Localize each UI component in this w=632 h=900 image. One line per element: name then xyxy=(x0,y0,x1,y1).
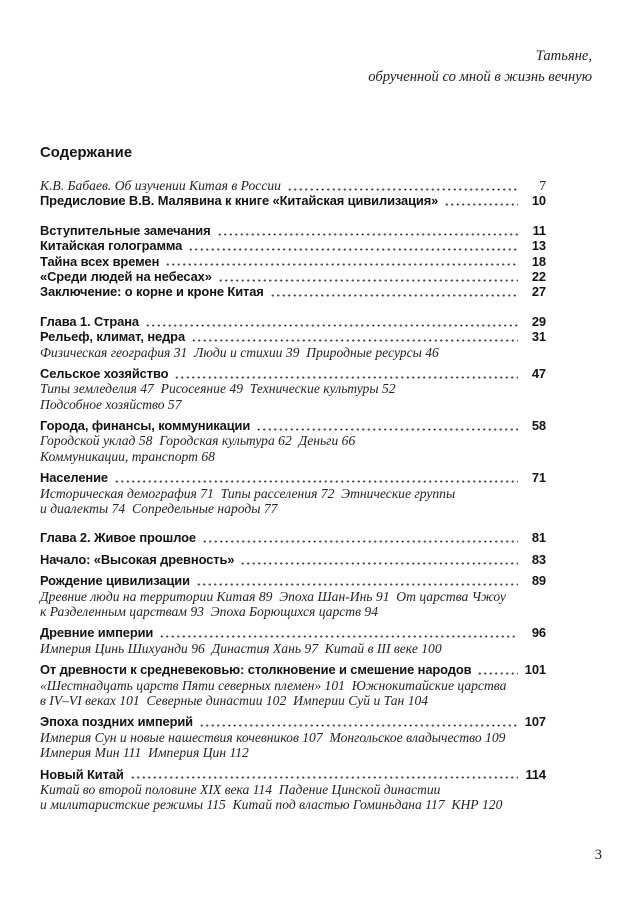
toc-list xyxy=(40,178,592,813)
toc-entry xyxy=(40,625,546,640)
toc-entry-page: 71 xyxy=(531,470,546,486)
toc-subentry xyxy=(40,501,546,516)
toc-entry-page: 31 xyxy=(531,329,546,345)
toc-subentry xyxy=(40,604,546,619)
toc-subentry xyxy=(40,433,546,448)
toc-entry-page: 27 xyxy=(531,284,546,300)
toc-entry-title: Древние империи xyxy=(40,625,154,641)
dotted-leader xyxy=(444,193,518,208)
toc-entry-page: 83 xyxy=(531,551,546,567)
toc-subentry xyxy=(40,678,546,693)
toc-entry xyxy=(40,418,546,433)
dotted-leader xyxy=(188,238,518,253)
toc-entry-title: Историческая демография 71 Типы расселения 72 Этнические группы xyxy=(40,485,456,501)
toc-entry-page: 29 xyxy=(531,313,546,329)
toc-entry-title: От древности к средневековью: столкновение и смешение народов xyxy=(40,662,472,678)
toc-subentry xyxy=(40,381,546,396)
toc-entry-title: Начало: «Высокая древность» xyxy=(40,551,235,567)
toc-entry-title: Древние люди на территории Китая 89 Эпоха Шан-Инь 91 От царства Чжоу xyxy=(40,588,506,604)
toc-entry-page: 7 xyxy=(539,178,546,193)
toc-entry xyxy=(40,573,546,588)
toc-entry-title: Эпоха поздних империй xyxy=(40,714,194,730)
dotted-leader xyxy=(191,329,518,344)
toc-subentry xyxy=(40,782,546,797)
toc-entry xyxy=(40,470,546,485)
toc-entry-title: Физическая география 31 Люди и стихии 39 Природные ресурсы 46 xyxy=(40,344,439,360)
toc-entry-title: Городской уклад 58 Городская культура 62 Деньги 66 xyxy=(40,433,356,449)
toc-entry-page: 13 xyxy=(531,238,546,254)
toc-entry-page: 11 xyxy=(532,222,546,238)
toc-entry-title: к Разделенным царствам 93 Эпоха Борющихся царств 94 xyxy=(40,603,379,619)
toc-subentry xyxy=(40,345,546,360)
toc-entry-title: Китайская голограмма xyxy=(40,238,183,254)
dotted-leader xyxy=(174,366,518,381)
toc-entry xyxy=(40,662,546,677)
dotted-leader xyxy=(114,470,518,485)
toc-entry-page: 96 xyxy=(531,625,546,641)
dotted-leader xyxy=(287,178,518,193)
dotted-leader xyxy=(165,254,518,269)
toc-entry-page: 58 xyxy=(531,418,546,434)
toc-entry xyxy=(40,329,546,344)
toc-subentry xyxy=(40,693,546,708)
toc-entry xyxy=(40,767,546,782)
toc-entry-title: Города, финансы, коммуникации xyxy=(40,418,251,434)
dotted-leader xyxy=(130,767,518,782)
toc-entry-title: Империя Цинь Шихуанди 96 Династия Хань 97 Китай в III веке 100 xyxy=(40,640,442,656)
toc-entry-title: Новый Китай xyxy=(40,766,124,782)
toc-entry-page: 22 xyxy=(531,268,546,284)
toc-subentry xyxy=(40,745,546,760)
toc-entry-title: Заключение: о корне и кроне Китая xyxy=(40,284,264,300)
dotted-leader xyxy=(199,714,518,729)
toc-entry-page: 47 xyxy=(531,365,546,381)
toc-entry-title: Глава 1. Страна xyxy=(40,313,139,329)
toc-entry-title: Глава 2. Живое прошлое xyxy=(40,530,196,546)
dotted-leader xyxy=(196,573,518,588)
toc-entry xyxy=(40,284,546,299)
dedication-line-1: Татьяне, xyxy=(535,48,592,64)
toc-entry-title: Тайна всех времен xyxy=(40,253,160,269)
toc-entry-title: Рельеф, климат, недра xyxy=(40,329,186,345)
dotted-leader xyxy=(240,552,518,567)
toc-entry-title: К.В. Бабаев. Об изучении Китая в России xyxy=(40,178,281,193)
toc-entry-title: Империя Сун и новые нашествия кочевников 107 Монгольское владычество 109 xyxy=(40,729,506,745)
toc-subentry xyxy=(40,797,546,812)
toc-entry-title: Китай во второй половине XIX века 114 Падение Цинской династии xyxy=(40,781,441,797)
toc-entry-title: «Среди людей на небесах» xyxy=(40,268,212,284)
toc-entry-page: 89 xyxy=(531,573,546,589)
toc-entry xyxy=(40,223,546,238)
toc-entry xyxy=(40,314,546,329)
toc-entry-title: в IV–VI веках 101 Северные династии 102 Империи Суй и Тан 104 xyxy=(40,692,429,708)
toc-entry-title: Империя Мин 111 Империя Цин 112 xyxy=(40,745,249,761)
dotted-leader xyxy=(256,418,518,433)
toc-subentry xyxy=(40,449,546,464)
toc-entry-page: 101 xyxy=(524,662,546,678)
toc-entry-title: и милитаристские режимы 115 Китай под властью Гоминьдана 117 КНР 120 xyxy=(40,797,503,813)
toc-entry-title: и диалекты 74 Сопредельные народы 77 xyxy=(40,501,278,517)
toc-entry xyxy=(40,552,546,567)
toc-subentry xyxy=(40,397,546,412)
toc-entry-title: Население xyxy=(40,470,108,486)
toc-entry-page: 114 xyxy=(525,766,546,782)
toc-entry-page: 81 xyxy=(531,530,546,546)
toc-subentry xyxy=(40,589,546,604)
toc-subentry xyxy=(40,641,546,656)
toc-entry xyxy=(40,530,546,545)
toc-entry xyxy=(40,714,546,729)
toc-entry-title: Подсобное хозяйство 57 xyxy=(40,396,182,412)
toc-entry-title: «Шестнадцать царств Пяти северных племен» 101 Южнокитайские царства xyxy=(40,677,507,693)
toc-subentry xyxy=(40,730,546,745)
toc-entry xyxy=(40,178,546,193)
dotted-leader xyxy=(202,530,518,545)
toc-entry-title: Типы земледелия 47 Рисосеяние 49 Технические культуры 52 xyxy=(40,381,396,397)
page-number: 3 xyxy=(594,847,602,863)
toc-entry-title: Сельское хозяйство xyxy=(40,365,169,381)
toc-subentry xyxy=(40,486,546,501)
toc-entry xyxy=(40,366,546,381)
dotted-leader xyxy=(217,223,518,238)
toc-entry xyxy=(40,193,546,208)
toc-entry-title: Коммуникации, транспорт 68 xyxy=(40,448,215,464)
dotted-leader xyxy=(270,284,518,299)
dotted-leader xyxy=(159,625,518,640)
toc-entry-page: 10 xyxy=(531,193,546,209)
toc-entry xyxy=(40,254,546,269)
toc-entry-title: Рождение цивилизации xyxy=(40,573,190,589)
toc-heading: Содержание xyxy=(40,145,133,161)
toc-entry-page: 18 xyxy=(531,253,546,269)
toc-entry-page: 107 xyxy=(524,714,546,730)
toc-entry-title: Предисловие В.В. Малявина к книге «Китайская цивилизация» xyxy=(40,193,439,209)
dotted-leader xyxy=(218,269,518,284)
dotted-leader xyxy=(477,662,518,677)
dedication-line-2: обрученной со мной в жизнь вечную xyxy=(368,69,592,85)
toc-entry xyxy=(40,238,546,253)
dotted-leader xyxy=(145,314,518,329)
toc-entry xyxy=(40,269,546,284)
dedication xyxy=(40,46,592,88)
toc-entry-title: Вступительные замечания xyxy=(40,222,211,238)
